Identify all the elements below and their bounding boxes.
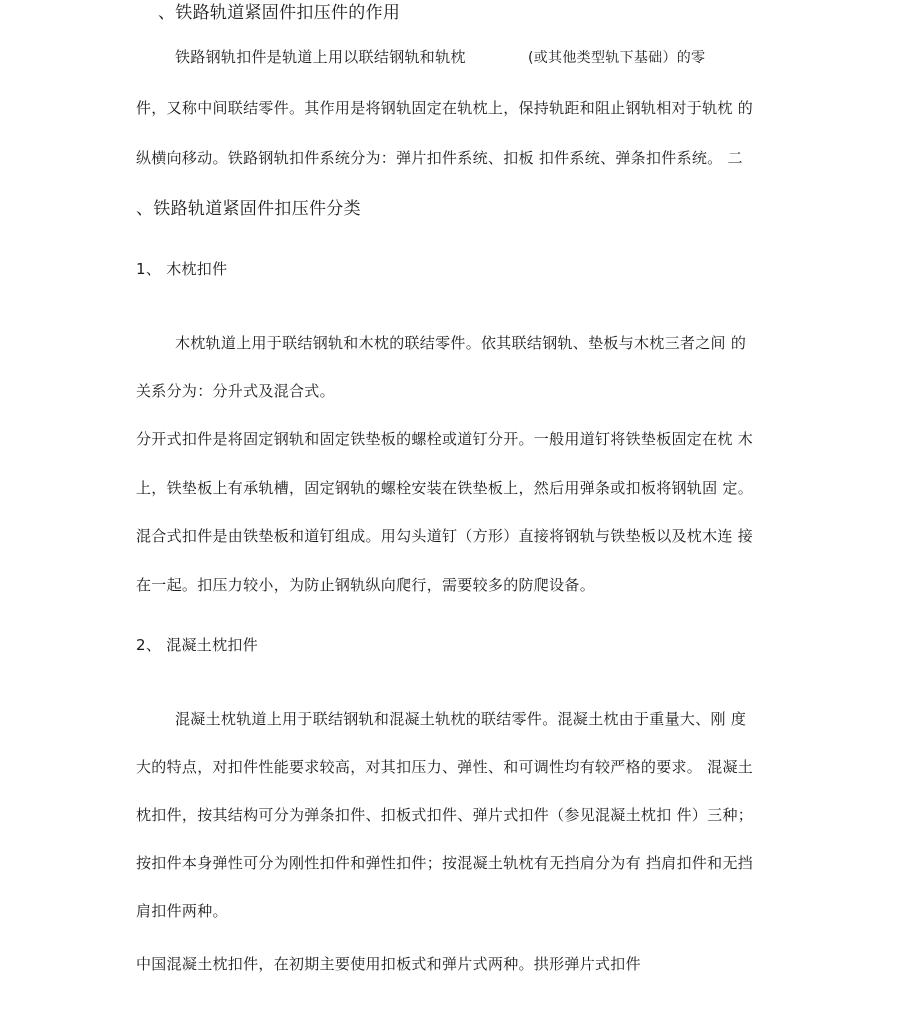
paragraph-line: 纵横向移动。铁路钢轨扣件系统分为：弹片扣件系统、扣板 扣件系统、弹条扣件系统。 二 <box>136 149 743 167</box>
subsection-heading-concrete-sleeper: 2、 混凝土枕扣件 <box>136 636 259 654</box>
paragraph-line: 中国混凝土枕扣件，在初期主要使用扣板式和弹片式两种。拱形弹片式扣件 <box>136 955 641 973</box>
paragraph-line: (或其他类型轨下基础）的零 <box>528 50 706 66</box>
paragraph-line: 关系分为：分升式及混合式。 <box>136 382 335 400</box>
paragraph-line: 上，铁垫板上有承轨槽，固定钢轨的螺栓安装在铁垫板上，然后用弹条或扣板将钢轨固 定。 <box>136 479 754 497</box>
paragraph-line: 枕扣件，按其结构可分为弹条扣件、扣板式扣件、弹片式扣件（参见混凝土枕扣 件）三种； <box>136 806 754 824</box>
section-heading-classification: 、铁路轨道紧固件扣压件分类 <box>136 199 361 219</box>
paragraph-line: 件，又称中间联结零件。其作用是将钢轨固定在轨枕上，保持轨距和阻止钢轨相对于轨枕 的 <box>136 99 754 117</box>
paragraph-line: 木枕轨道上用于联结钢轨和木枕的联结零件。依其联结钢轨、垫板与木枕三者之间 的 <box>175 334 747 352</box>
paragraph-line: 大的特点，对扣件性能要求较高，对其扣压力、弹性、和可调性均有较严格的要求。 混凝土 <box>136 758 754 776</box>
paragraph-line: 混合式扣件是由铁垫板和道钉组成。用勾头道钉（方形）直接将钢轨与铁垫板以及枕木连 接 <box>136 527 754 545</box>
paragraph-line: 混凝土枕轨道上用于联结钢轨和混凝土轨枕的联结零件。混凝土枕由于重量大、刚 度 <box>175 710 747 728</box>
paragraph-line: 在一起。扣压力较小，为防止钢轨纵向爬行，需要较多的防爬设备。 <box>136 576 596 594</box>
subsection-heading-wood-sleeper: 1、 木枕扣件 <box>136 260 228 278</box>
paragraph-line: 分开式扣件是将固定钢轨和固定铁垫板的螺栓或道钉分开。一般用道钉将铁垫板固定在枕 木 <box>136 430 754 448</box>
paragraph-line: 肩扣件两种。 <box>136 902 228 920</box>
paragraph-line: 按扣件本身弹性可分为刚性扣件和弹性扣件；按混凝土轨枕有无挡肩分为有 挡肩扣件和无挡 <box>136 854 754 872</box>
paragraph-line: 铁路钢轨扣件是轨道上用以联结钢轨和轨枕 <box>175 48 466 66</box>
section-heading-function: 、铁路轨道紧固件扣压件的作用 <box>158 3 401 23</box>
